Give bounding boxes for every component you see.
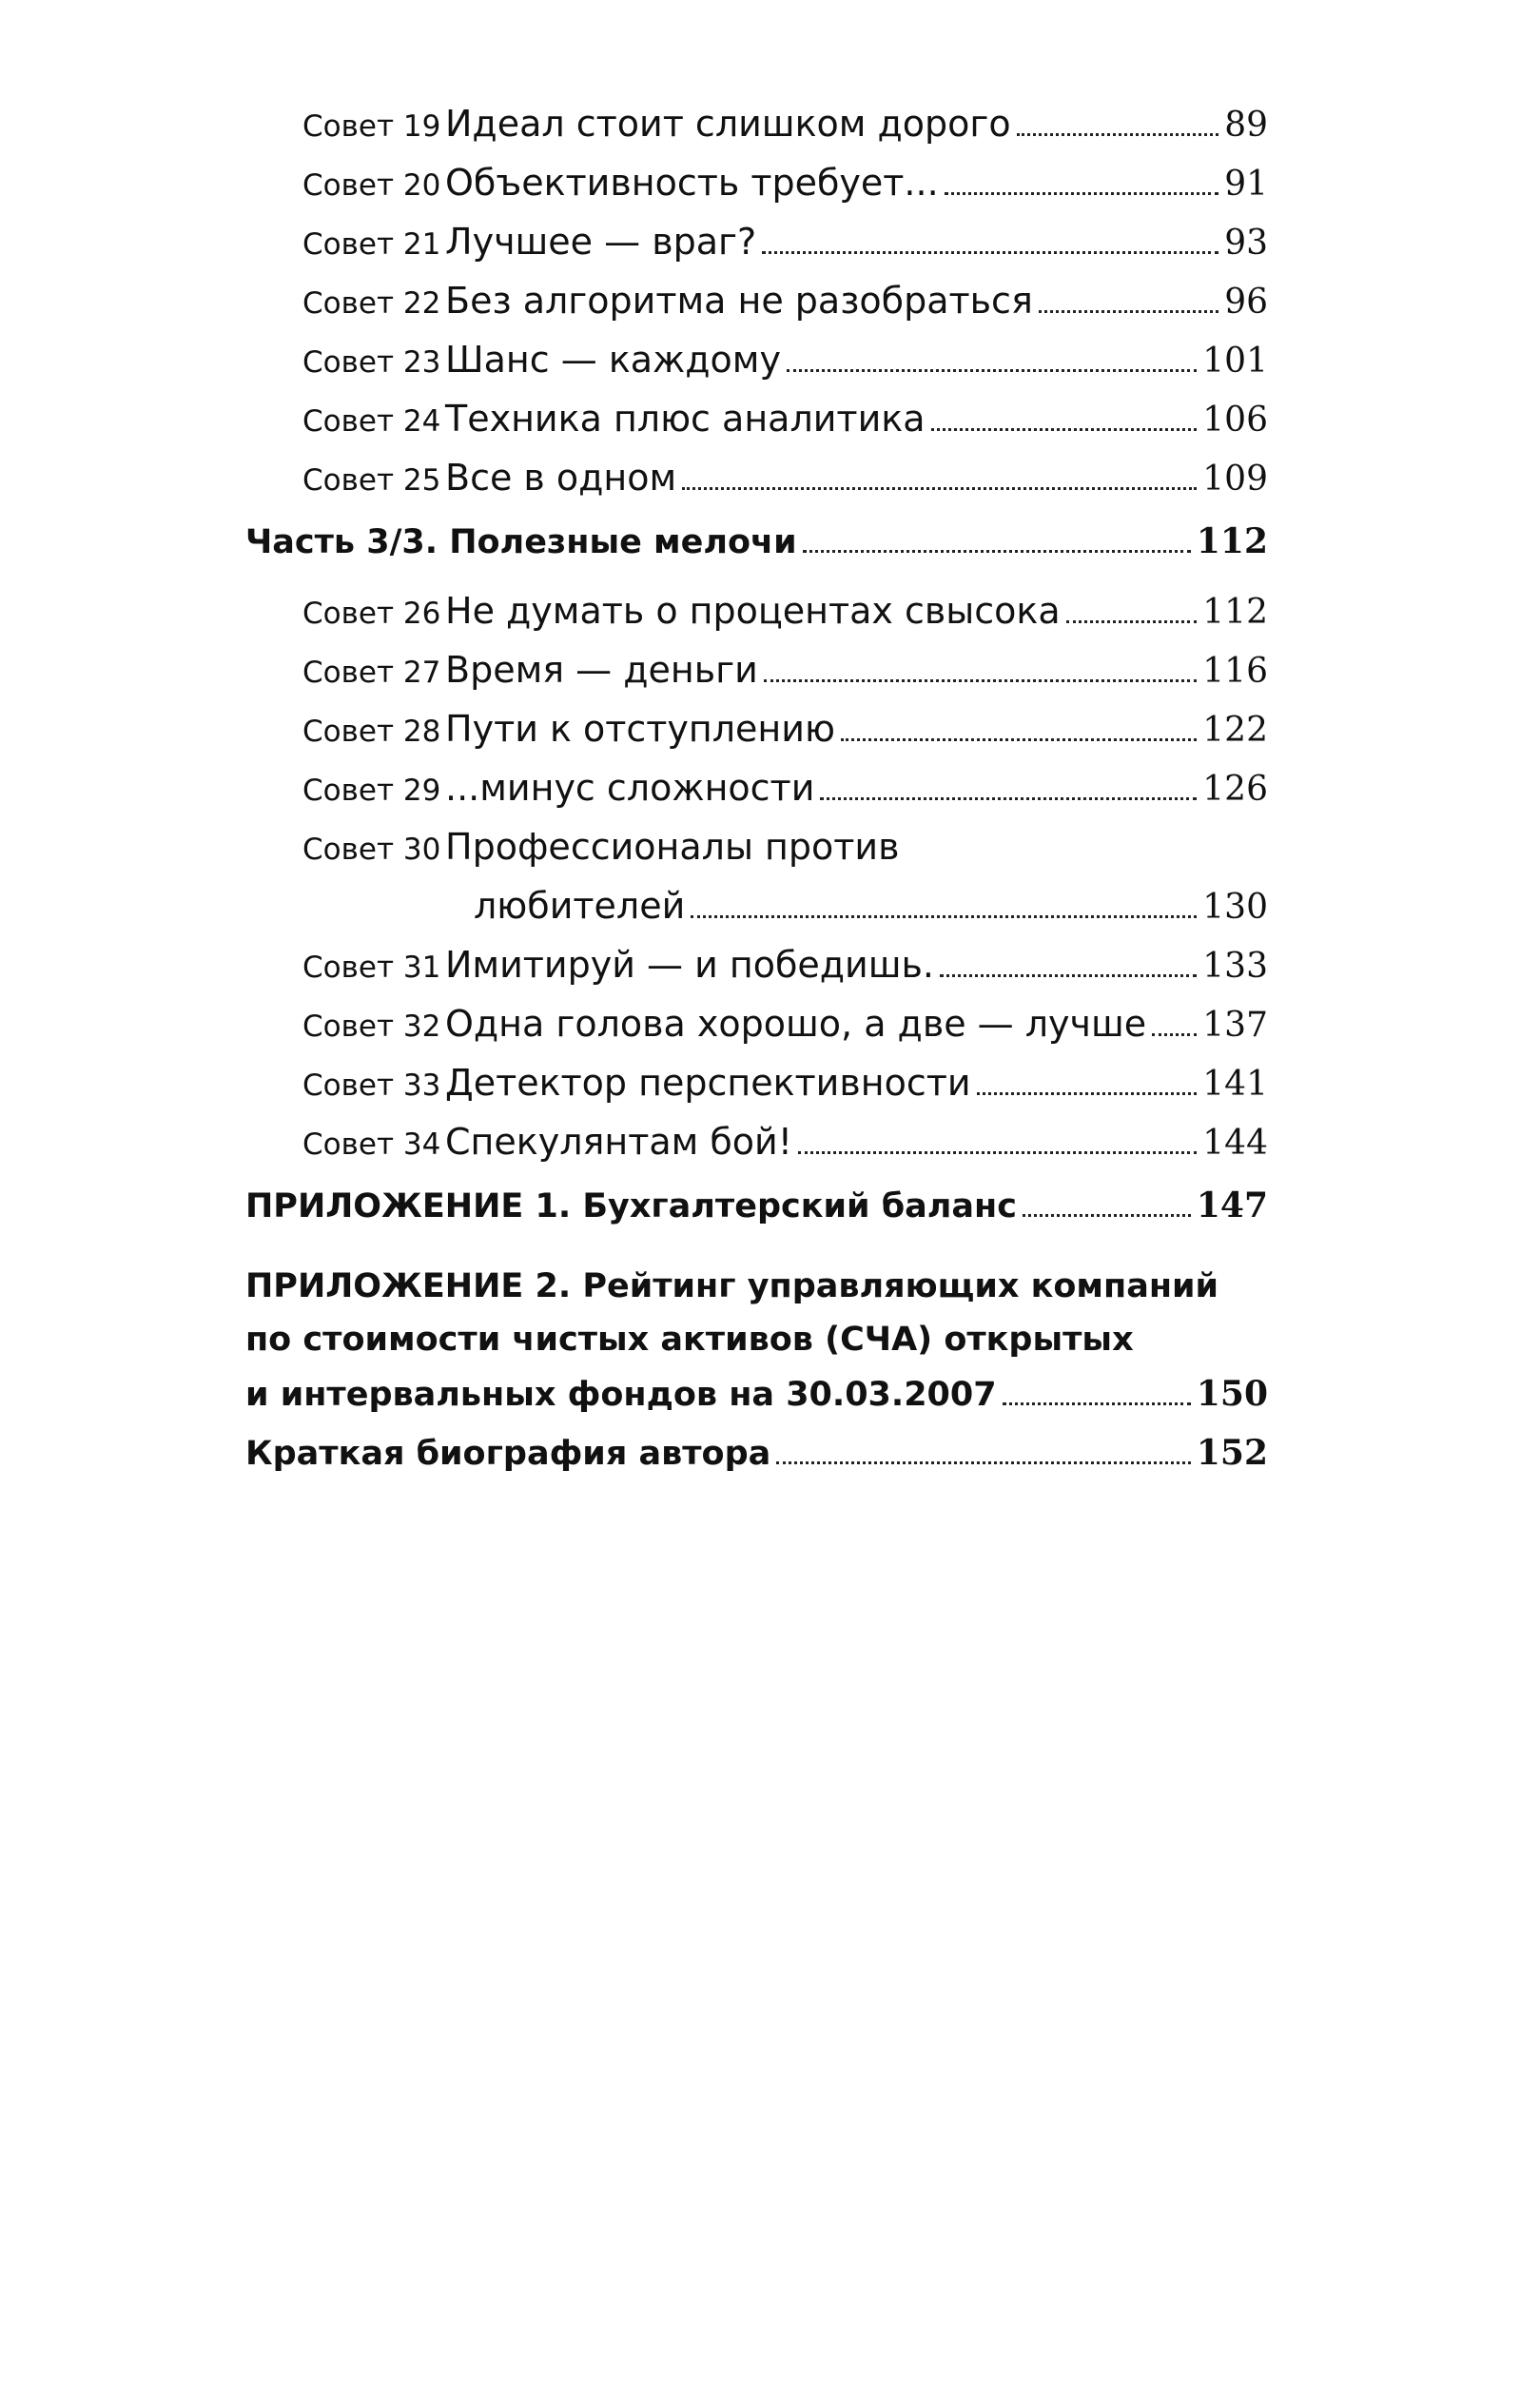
toc-entry-page: 141 <box>1202 1065 1268 1104</box>
toc-entry-page: 109 <box>1202 460 1268 499</box>
toc-entry-title: Одна голова хорошо, а две — лучше <box>445 1003 1147 1045</box>
toc-entry-page: 144 <box>1202 1124 1268 1163</box>
toc-entry-advice-29[interactable] <box>245 767 1268 826</box>
dot-leader <box>820 797 1197 800</box>
toc-entry-advice-32[interactable] <box>245 1003 1268 1062</box>
toc-entry-advice-20[interactable] <box>245 162 1268 221</box>
toc-section-title-continued: по стоимости чистых активов (СЧА) открытых <box>245 1321 1134 1359</box>
toc-entry-advice-24[interactable] <box>245 398 1268 457</box>
toc-entry-page: 133 <box>1202 947 1268 986</box>
toc-entry-advice-25[interactable] <box>245 457 1268 516</box>
toc-entry-advice-30-continued[interactable] <box>245 885 1268 944</box>
dot-leader <box>940 974 1197 977</box>
toc-entry-title: Техника плюс аналитика <box>445 398 926 440</box>
toc-entry-advice-33[interactable] <box>245 1062 1268 1121</box>
toc-entry-advice-34[interactable] <box>245 1121 1268 1180</box>
toc-section-appendix-2-line-2[interactable] <box>245 1321 1268 1374</box>
toc-entry-number: Совет 19 <box>302 109 441 144</box>
toc-section-part-3[interactable] <box>245 521 1268 590</box>
toc-entry-page: 112 <box>1202 593 1268 632</box>
toc-entry-advice-30[interactable] <box>245 826 1268 885</box>
toc-entry-page: 126 <box>1202 770 1268 809</box>
toc-entry-advice-27[interactable] <box>245 649 1268 708</box>
dot-leader <box>931 428 1198 431</box>
toc-entry-advice-31[interactable] <box>245 944 1268 1003</box>
toc-entry-title: Пути к отступлению <box>445 708 835 750</box>
toc-section-title-continued: и интервальных фондов на 30.03.2007 <box>245 1376 997 1414</box>
toc-entry-title: Спекулянтам бой! <box>445 1121 792 1163</box>
toc-entry-page: 89 <box>1224 106 1268 145</box>
toc-section-title: Часть 3/3. Полезные мелочи <box>245 523 797 561</box>
toc-section-page: 112 <box>1196 521 1268 561</box>
dot-leader <box>1023 1214 1191 1217</box>
toc-entry-title: Идеал стоит слишком дорого <box>445 103 1011 145</box>
dot-leader <box>1017 133 1219 136</box>
dot-leader <box>776 1461 1191 1464</box>
toc-section-page: 152 <box>1196 1433 1268 1473</box>
dot-leader <box>841 738 1197 741</box>
dot-leader <box>977 1092 1198 1095</box>
toc-entry-advice-22[interactable] <box>245 280 1268 339</box>
toc-entry-number: Совет 22 <box>302 286 441 321</box>
toc-section-title: ПРИЛОЖЕНИЕ 2. Рейтинг управляющих компаний <box>245 1267 1219 1305</box>
toc-entry-number: Совет 26 <box>302 597 441 631</box>
toc-entry-title: Лучшее — враг? <box>445 221 757 263</box>
toc-entry-number: Совет 27 <box>302 656 441 690</box>
toc-entry-number: Совет 31 <box>302 951 441 985</box>
toc-entry-number: Совет 25 <box>302 463 441 498</box>
toc-entry-page: 93 <box>1224 224 1268 263</box>
toc-section-title: Краткая биография автора <box>245 1435 771 1473</box>
dot-leader <box>945 192 1219 195</box>
toc-entry-title: Профессионалы против <box>445 826 900 868</box>
toc-section-page: 150 <box>1196 1374 1268 1414</box>
toc-entry-number: Совет 33 <box>302 1068 441 1103</box>
toc-entry-title: Без алгоритма не разобраться <box>445 280 1033 322</box>
table-of-contents <box>245 103 1268 1501</box>
toc-entry-number: Совет 21 <box>302 227 441 262</box>
toc-entry-title: Шанс — каждому <box>445 339 781 381</box>
toc-entry-number: Совет 24 <box>302 404 441 439</box>
toc-entry-number: Совет 34 <box>302 1127 441 1162</box>
toc-entry-number: Совет 23 <box>302 345 441 380</box>
toc-entry-page: 106 <box>1202 401 1268 440</box>
toc-entry-title: ...минус сложности <box>445 767 815 809</box>
dot-leader <box>764 679 1197 682</box>
dot-leader <box>787 369 1197 372</box>
dot-leader <box>762 251 1218 254</box>
toc-entry-page: 130 <box>1202 888 1268 927</box>
toc-entry-title: Детектор перспективности <box>445 1062 971 1104</box>
dot-leader <box>1066 620 1198 623</box>
toc-section-page: 147 <box>1196 1186 1268 1225</box>
toc-entry-page: 96 <box>1224 283 1268 322</box>
toc-section-author-bio[interactable] <box>245 1433 1268 1501</box>
toc-section-appendix-2-line-3[interactable] <box>245 1374 1268 1427</box>
toc-entry-title: Время — деньги <box>445 649 758 691</box>
toc-entry-advice-26[interactable] <box>245 590 1268 649</box>
toc-entry-number: Совет 20 <box>302 168 441 203</box>
dot-leader <box>803 550 1191 553</box>
dot-leader <box>682 487 1197 490</box>
toc-entry-title-continued: любителей <box>474 885 686 927</box>
toc-entry-number: Совет 32 <box>302 1009 441 1044</box>
dot-leader <box>691 915 1197 918</box>
toc-section-title: ПРИЛОЖЕНИЕ 1. Бухгалтерский баланс <box>245 1187 1017 1225</box>
toc-entry-number: Совет 30 <box>302 833 441 867</box>
dot-leader <box>798 1151 1197 1154</box>
dot-leader <box>1039 310 1218 313</box>
toc-entry-page: 137 <box>1202 1006 1268 1045</box>
toc-entry-advice-28[interactable] <box>245 708 1268 767</box>
dot-leader <box>1152 1033 1197 1036</box>
toc-entry-page: 91 <box>1224 165 1268 204</box>
toc-entry-title: Объективность требует... <box>445 162 939 204</box>
toc-entry-page: 116 <box>1202 652 1268 691</box>
toc-entry-title: Все в одном <box>445 457 677 499</box>
toc-entry-title: Не думать о процентах свысока <box>445 590 1061 632</box>
toc-entry-title: Имитируй — и победишь. <box>445 944 934 986</box>
toc-entry-number: Совет 28 <box>302 715 441 749</box>
toc-entry-advice-21[interactable] <box>245 221 1268 280</box>
toc-section-appendix-2-line-1[interactable] <box>245 1267 1268 1321</box>
toc-entry-advice-23[interactable] <box>245 339 1268 398</box>
toc-entry-page: 122 <box>1202 711 1268 750</box>
toc-section-appendix-1[interactable] <box>245 1186 1268 1254</box>
toc-entry-advice-19[interactable] <box>245 103 1268 162</box>
dot-leader <box>1003 1402 1191 1405</box>
toc-entry-page: 101 <box>1202 342 1268 381</box>
toc-entry-number: Совет 29 <box>302 774 441 808</box>
